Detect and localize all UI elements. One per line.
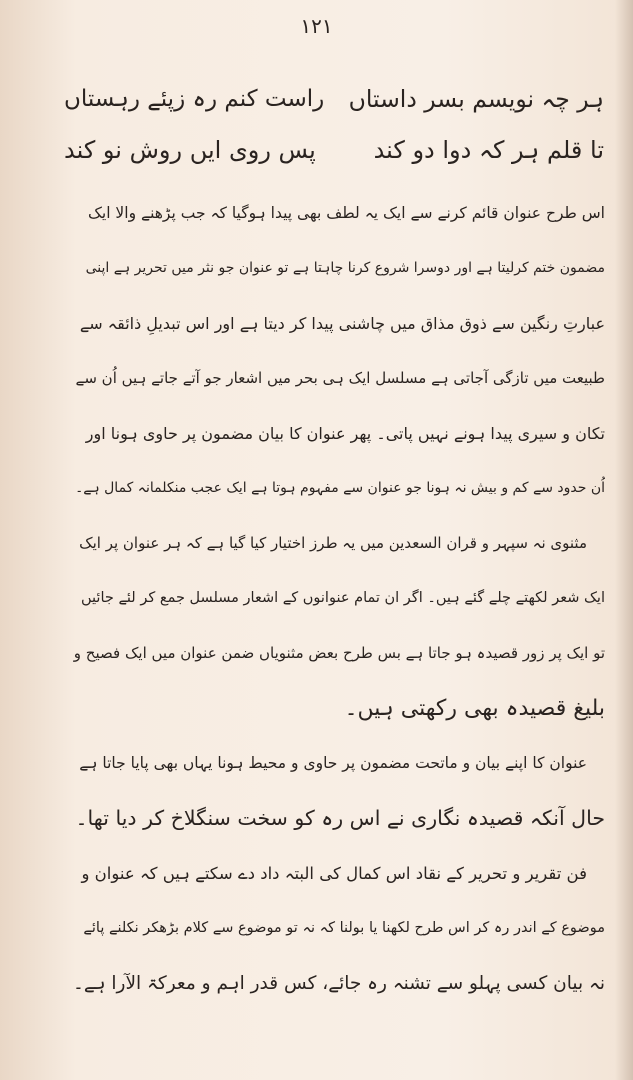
text-line: نہ بیان کسی پہلو سے تشنہ رہ جائے، کس قدر اہم و معرکۃ الآرا ہے۔ — [73, 973, 605, 994]
verse-2-left-hemistich: پس روی ایں روش نو کند — [64, 136, 316, 164]
page-edge-shadow — [615, 0, 633, 1080]
verse-1-left-hemistich: راست کنم رہ زپئے رہستاں — [64, 86, 325, 112]
text-line: عبارتِ رنگین سے ذوق مذاق میں چاشنی پیدا کر دیتا ہے اور اس تبدیلِ ذائقہ سے — [79, 314, 605, 333]
paragraph-4 — [72, 846, 605, 1011]
text-line: طبیعت میں تازگی آجاتی ہے مسلسل ایک ہی بحر میں اشعار جو آتے جاتے ہیں اُن سے — [75, 369, 605, 387]
text-line: مضمون ختم کرلیتا ہے اور دوسرا شروع کرنا چاہتا ہے تو عنوان جو نثر میں تحریر ہے اپنی — [85, 260, 605, 276]
text-line: موضوع کے اندر رہ کر اس طرح لکھنا یا بولنا کہ نہ تو موضوع سے کلام بڑھکر نکلنے پائے — [83, 920, 605, 936]
text-line: تو ایک پر زور قصیدہ ہو جاتا ہے بس طرح بعض مثنویاں ضمن عنوان میں ایک فصیح و — [73, 644, 605, 662]
paragraph-1 — [72, 186, 605, 516]
verse-1-right-hemistich: ہر چہ نویسم بسر داستاں — [348, 85, 604, 113]
text-line: حال آنکہ قصیدہ نگاری نے اس رہ کو سخت سنگلاخ کر دیا تھا۔ — [75, 806, 605, 830]
text-line: اُن حدود سے کم و بیش نہ ہونا جو عنوان سے مفہوم ہوتا ہے ایک عجب منکلمانہ کمال ہے۔ — [75, 480, 605, 496]
text-line: ایک شعر لکھتے چلے گئے ہیں۔ اگر ان تمام عنوانوں کے اشعار مسلسل جمع کر لئے جائیں — [81, 590, 605, 606]
body-text — [72, 186, 605, 1011]
text-line: مثنوی نہ سپہر و قران السعدین میں یہ طرز اختیار کیا گیا ہے کہ ہر عنوان پر ایک — [79, 534, 587, 552]
text-line: فن تقریر و تحریر کے نقاد اس کمال کی البتہ داد دے سکتے ہیں کہ عنوان و — [81, 864, 587, 883]
text-line: بلیغ قصیدہ بھی رکھتی ہیں۔ — [344, 696, 605, 721]
paragraph-2 — [72, 516, 605, 736]
paragraph-3 — [72, 736, 605, 846]
text-line: تکان و سیری پیدا ہونے نہیں پاتی۔ پھر عنوان کا بیان مضمون پر حاوی ہونا اور — [85, 424, 605, 443]
page-number: ۱۲۱ — [300, 14, 333, 38]
verse-line-2 — [64, 138, 604, 162]
verse-2-right-hemistich: تا قلم ہر کہ دوا دو کند — [373, 136, 604, 164]
verse-line-1 — [64, 85, 604, 113]
text-line: عنوان کا اپنے بیان و ماتحت مضمون پر حاوی و محیط ہونا یہاں بھی پایا جاتا ہے — [79, 754, 587, 772]
text-line: اس طرح عنوان قائم کرنے سے ایک یہ لطف بھی پیدا ہوگیا کہ جب پڑھنے والا ایک — [88, 204, 605, 222]
